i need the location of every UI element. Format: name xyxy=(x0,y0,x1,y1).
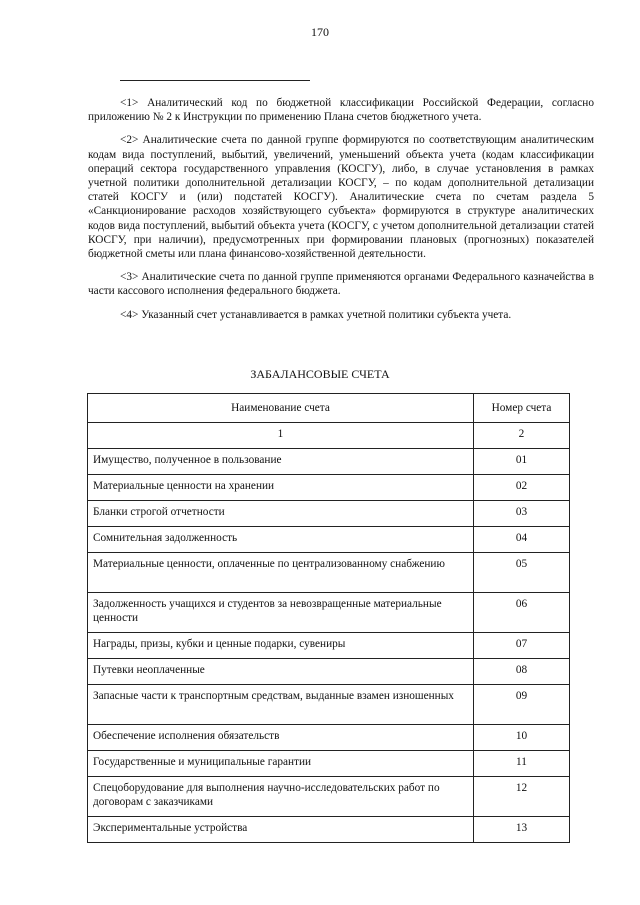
account-name: Путевки неоплаченные xyxy=(88,659,474,685)
account-number: 02 xyxy=(474,475,570,501)
header-account-number: Номер счета xyxy=(474,394,570,423)
account-number: 13 xyxy=(474,817,570,843)
table-row xyxy=(88,475,570,501)
table-row xyxy=(88,659,570,685)
table-row xyxy=(88,449,570,475)
account-number: 01 xyxy=(474,449,570,475)
account-number: 08 xyxy=(474,659,570,685)
account-name: Материальные ценности, оплаченные по централизованному снабжению xyxy=(88,553,474,593)
account-number: 05 xyxy=(474,553,570,593)
table-row xyxy=(88,817,570,843)
account-number: 11 xyxy=(474,751,570,777)
footnote-1: <1> Аналитический код по бюджетной классификации Российской Федерации, согласно приложению № 2 к Инструкции по применению Плана счетов бюджетного учета. xyxy=(88,97,594,124)
account-number: 06 xyxy=(474,593,570,633)
account-name: Сомнительная задолженность xyxy=(88,527,474,553)
footnote-divider xyxy=(120,80,310,81)
account-number: 12 xyxy=(474,777,570,817)
header-account-name: Наименование счета xyxy=(88,394,474,423)
table-row xyxy=(88,751,570,777)
footnote-2: <2> Аналитические счета по данной группе формируются по соответствующим аналитическим кодам вида поступлений, выбытий, увеличений, уменьшений объекта учета (кодам классификации операций сектора государственного управления (КОСГУ), либо, в случае установления в рамках учетной политики дополнительной детализации КОСГУ, – по кодам дополнительной детализации статей КОСГУ и (или) подстатей КОСГУ). Аналитические счета по счетам раздела 5 «Санкционирование расходов хозяйствующего субъекта» формируются в структуре аналитических кодов вида поступлений, выбытий объекта учета (КОСГУ, с учетом дополнительной детализации статей КОСГУ, при наличии), предусмотренных при формировании плановых (прогнозных) показателей бюджетной сметы или плана финансово-хозяйственной деятельности. xyxy=(88,134,594,261)
account-number: 03 xyxy=(474,501,570,527)
account-name: Задолженность учащихся и студентов за невозвращенные материальные ценности xyxy=(88,593,474,633)
account-name: Имущество, полученное в пользование xyxy=(88,449,474,475)
table-row xyxy=(88,593,570,633)
account-name: Запасные части к транспортным средствам, выданные взамен изношенных xyxy=(88,685,474,725)
off-balance-accounts-table xyxy=(87,393,570,843)
account-name: Бланки строгой отчетности xyxy=(88,501,474,527)
table-row xyxy=(88,501,570,527)
account-name: Спецоборудование для выполнения научно-исследовательских работ по договорам с заказчиками xyxy=(88,777,474,817)
column-index-2: 2 xyxy=(474,423,570,449)
account-name: Государственные и муниципальные гарантии xyxy=(88,751,474,777)
account-name: Обеспечение исполнения обязательств xyxy=(88,725,474,751)
account-number: 04 xyxy=(474,527,570,553)
account-name: Материальные ценности на хранении xyxy=(88,475,474,501)
column-index-row xyxy=(88,423,570,449)
column-index-1: 1 xyxy=(88,423,474,449)
table-row xyxy=(88,725,570,751)
page-number: 170 xyxy=(311,25,329,39)
account-name: Экспериментальные устройства xyxy=(88,817,474,843)
account-number: 07 xyxy=(474,633,570,659)
account-name: Награды, призы, кубки и ценные подарки, сувениры xyxy=(88,633,474,659)
account-number: 10 xyxy=(474,725,570,751)
footnote-3: <3> Аналитические счета по данной группе применяются органами Федерального казначейства в части кассового исполнения федерального бюджета. xyxy=(88,271,594,298)
footnote-4: <4> Указанный счет устанавливается в рамках учетной политики субъекта учета. xyxy=(120,308,512,321)
table-row xyxy=(88,527,570,553)
section-title: ЗАБАЛАНСОВЫЕ СЧЕТА xyxy=(250,367,390,381)
table-row xyxy=(88,685,570,725)
footnotes xyxy=(88,96,594,331)
table-row xyxy=(88,553,570,593)
table-row xyxy=(88,777,570,817)
table-header-row xyxy=(88,394,570,423)
table-row xyxy=(88,633,570,659)
account-number: 09 xyxy=(474,685,570,725)
